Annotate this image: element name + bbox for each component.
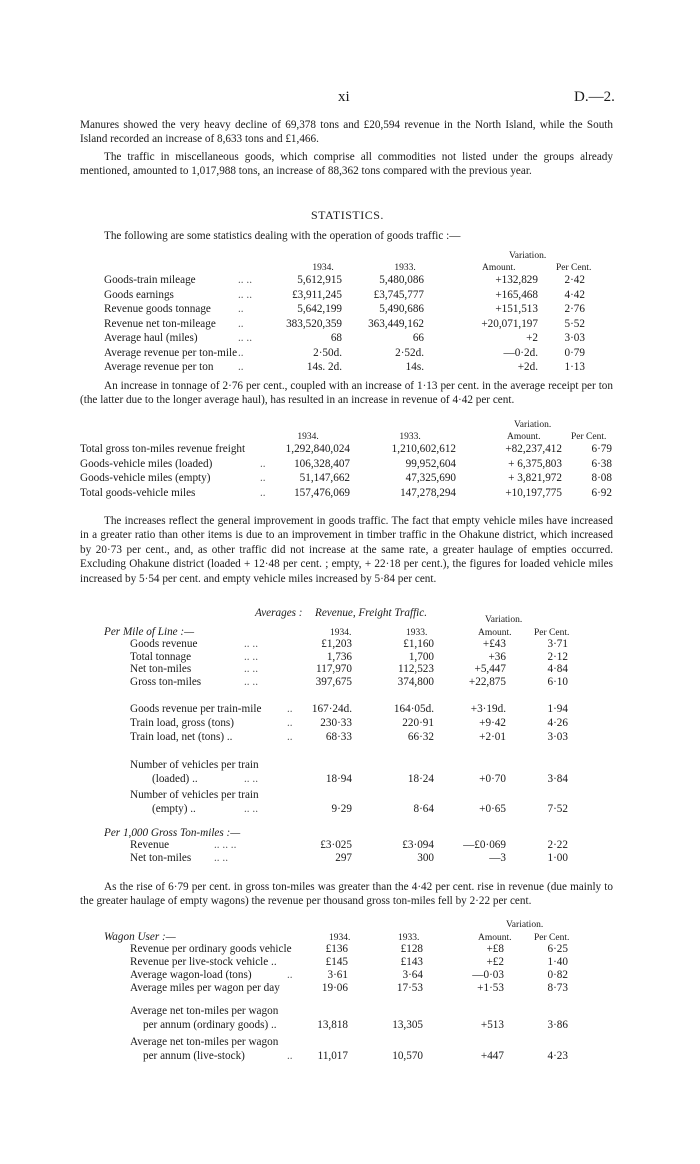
variation-percent: 2·22 bbox=[547, 839, 568, 851]
value-1934: 117,970 bbox=[316, 663, 352, 675]
variation-percent: 4·84 bbox=[547, 663, 568, 675]
per-1000-heading: Per 1,000 Gross Ton-miles :— bbox=[104, 827, 241, 839]
variation-percent: 8·73 bbox=[547, 982, 568, 994]
document-code: D.—2. bbox=[574, 89, 615, 105]
value-1933: 300 bbox=[417, 851, 434, 864]
value-1933: 14s. bbox=[405, 361, 424, 373]
value-1934: 106,328,407 bbox=[294, 457, 350, 470]
value-1933: £143 bbox=[400, 956, 423, 968]
variation-header: Variation. bbox=[485, 615, 523, 625]
leader-dots: .. .. bbox=[244, 638, 258, 650]
value-1934: 297 bbox=[335, 851, 352, 864]
variation-amount: +1·53 bbox=[477, 982, 504, 994]
variation-amount: +0·65 bbox=[479, 803, 506, 815]
net-livestock-line2: per annum (live-stock) bbox=[143, 1050, 245, 1062]
vehicles-loaded-line1: Number of vehicles per train bbox=[130, 759, 259, 771]
row-label: Net ton-miles bbox=[130, 851, 192, 864]
value-1934: 5,612,915 bbox=[297, 274, 342, 286]
variation-amount: +3·19d. bbox=[470, 703, 506, 715]
net-livestock-line1: Average net ton-miles per wagon bbox=[130, 1036, 279, 1048]
row-label: Average miles per wagon per day bbox=[130, 982, 280, 994]
variation-amount: + 6,375,803 bbox=[508, 457, 562, 470]
value-1933: 47,325,690 bbox=[405, 472, 456, 484]
tonnage-paragraph: An increase in tonnage of 2·76 per cent., coupled with an increase of 1·13 per cent. in the average receipt per ton (the latter due to the longer average haul), has resulted in an increase in revenue of 4·42 per cent. bbox=[80, 380, 613, 407]
percent-header: Per Cent. bbox=[534, 933, 570, 943]
variation-percent: 4·26 bbox=[547, 717, 568, 729]
variation-header: Variation. bbox=[514, 420, 552, 430]
variation-percent: 6·38 bbox=[591, 457, 612, 470]
variation-percent: 6·25 bbox=[547, 943, 568, 955]
value-1933: £3·094 bbox=[402, 839, 434, 851]
leader-dots: .. bbox=[287, 1050, 293, 1062]
variation-percent: 3·71 bbox=[547, 638, 568, 650]
row-label: Revenue per ordinary goods vehicle bbox=[130, 943, 292, 955]
per-mile-heading: Per Mile of Line :— bbox=[104, 626, 195, 638]
variation-amount: +5,447 bbox=[474, 663, 506, 675]
variation-amount: +£2 bbox=[486, 956, 504, 968]
value-1933: 2·52d. bbox=[395, 346, 424, 359]
year-1933-header: 1933. bbox=[399, 432, 421, 442]
value-1934: 157,476,069 bbox=[294, 486, 350, 499]
row-label: Average revenue per ton-mile bbox=[104, 346, 238, 359]
percent-header: Per Cent. bbox=[556, 263, 592, 273]
leader-dots: .. .. bbox=[244, 675, 258, 688]
value-1934: 1,736 bbox=[326, 650, 352, 663]
value-1934: £1,203 bbox=[321, 638, 352, 650]
variation-amount: —£0·069 bbox=[463, 839, 506, 851]
variation-percent: 3·03 bbox=[564, 332, 585, 344]
value-1933: 13,305 bbox=[392, 1019, 423, 1031]
value-1933: 10,570 bbox=[392, 1050, 423, 1062]
leader-dots: .. bbox=[260, 486, 266, 499]
row-label: Total gross ton-miles revenue freight bbox=[80, 443, 246, 455]
year-1934-header: 1934. bbox=[312, 263, 334, 273]
value-1934: 9·29 bbox=[331, 803, 352, 815]
leader-dots: .. .. bbox=[244, 663, 258, 675]
row-label: Average wagon-load (tons) bbox=[130, 969, 252, 981]
statistics-heading: STATISTICS. bbox=[311, 208, 384, 222]
leader-dots: .. .. bbox=[244, 650, 258, 663]
variation-amount: + 3,821,972 bbox=[508, 472, 562, 484]
leader-dots: .. bbox=[238, 361, 244, 373]
value-1934: £3·025 bbox=[320, 839, 352, 851]
variation-percent: 1·00 bbox=[547, 851, 568, 864]
variation-percent: 1·40 bbox=[547, 956, 568, 968]
row-label: Goods-train mileage bbox=[104, 274, 196, 286]
amount-header: Amount. bbox=[478, 933, 512, 943]
variation-amount: —3 bbox=[489, 851, 506, 864]
year-1934-header: 1934. bbox=[297, 432, 319, 442]
value-1933: 164·05d. bbox=[393, 703, 434, 715]
leader-dots: .. .. bbox=[244, 773, 258, 785]
row-label: Train load, gross (tons) bbox=[130, 717, 235, 729]
year-1933-header: 1933. bbox=[394, 263, 416, 273]
value-1934: 397,675 bbox=[315, 675, 352, 688]
value-1933: 66·32 bbox=[407, 731, 434, 743]
net-ordinary-line2: per annum (ordinary goods) .. bbox=[143, 1019, 277, 1031]
value-1934: 68 bbox=[330, 332, 342, 344]
variation-amount: +447 bbox=[480, 1050, 504, 1062]
variation-percent: 0·82 bbox=[547, 969, 568, 981]
value-1933: 8·64 bbox=[413, 803, 434, 815]
variation-amount: —0·2d. bbox=[503, 346, 538, 359]
variation-amount: +0·70 bbox=[479, 773, 506, 785]
manures-paragraph: Manures showed the very heavy decline of 69,378 tons and £20,594 revenue in the North Island, while the South Island recorded an increase of 8,633 tons and £1,466. bbox=[80, 119, 613, 146]
row-label: Average revenue per ton bbox=[104, 361, 214, 373]
variation-amount: +20,071,197 bbox=[481, 317, 538, 330]
leader-dots: .. bbox=[287, 717, 293, 729]
value-1933: 66 bbox=[412, 332, 424, 344]
variation-amount: +2·01 bbox=[479, 731, 506, 743]
value-1933: 17·53 bbox=[396, 982, 423, 994]
row-label: Gross ton-miles bbox=[130, 675, 202, 688]
value-1933: 374,800 bbox=[397, 675, 434, 688]
variation-percent: 6·92 bbox=[591, 486, 612, 499]
variation-amount: +2d. bbox=[517, 361, 538, 373]
variation-amount: +£8 bbox=[486, 943, 504, 955]
revenue-freight-heading: Revenue, Freight Traffic. bbox=[315, 607, 428, 619]
percent-header: Per Cent. bbox=[571, 432, 607, 442]
value-1933: £1,160 bbox=[403, 638, 434, 650]
variation-percent: 0·79 bbox=[564, 346, 585, 359]
gross-ton-miles-paragraph: As the rise of 6·79 per cent. in gross ton-miles was greater than the 4·42 per cent. rise in revenue (due mainly to the greater haulage of empty wagons) the revenue per thousand gross ton-miles fell by 2·22 per cent. bbox=[80, 881, 613, 908]
value-1933: 112,523 bbox=[398, 663, 434, 675]
value-1933: 147,278,294 bbox=[400, 486, 456, 499]
row-label: Goods revenue bbox=[130, 638, 198, 650]
variation-amount: +2 bbox=[526, 332, 538, 344]
amount-header: Amount. bbox=[507, 432, 541, 442]
variation-amount: +36 bbox=[488, 650, 506, 663]
variation-percent: 4·42 bbox=[564, 288, 585, 301]
leader-dots: .. .. bbox=[238, 274, 252, 286]
variation-header: Variation. bbox=[509, 251, 547, 261]
variation-percent: 4·23 bbox=[547, 1050, 568, 1062]
value-1934: 19·06 bbox=[321, 982, 348, 994]
amount-header: Amount. bbox=[482, 263, 516, 273]
year-1934-header: 1934. bbox=[330, 628, 352, 638]
amount-header: Amount. bbox=[478, 628, 512, 638]
value-1933: £128 bbox=[400, 943, 423, 955]
variation-amount: +132,829 bbox=[495, 274, 538, 286]
row-label: Goods-vehicle miles (loaded) bbox=[80, 457, 213, 470]
value-1934: 1,292,840,024 bbox=[285, 443, 350, 455]
variation-amount: +10,197,775 bbox=[505, 486, 562, 499]
variation-percent: 1·13 bbox=[564, 361, 585, 373]
variation-percent: 3·86 bbox=[547, 1019, 568, 1031]
leader-dots: .. bbox=[238, 346, 244, 359]
vehicles-empty-line1: Number of vehicles per train bbox=[130, 789, 259, 801]
value-1933: 5,480,086 bbox=[379, 274, 424, 286]
variation-percent: 5·52 bbox=[564, 317, 585, 330]
leader-dots: .. .. bbox=[238, 288, 252, 301]
value-1933: 1,700 bbox=[408, 650, 434, 663]
variation-percent: 2·12 bbox=[547, 650, 568, 663]
leader-dots: .. .. bbox=[238, 332, 252, 344]
row-label: Total tonnage bbox=[130, 650, 192, 663]
page-number: xi bbox=[338, 89, 350, 105]
leader-dots: .. bbox=[238, 317, 244, 330]
value-1934: 5,642,199 bbox=[297, 303, 342, 315]
row-label: Revenue per live-stock vehicle .. bbox=[130, 956, 277, 968]
variation-percent: 6·10 bbox=[547, 675, 568, 688]
variation-amount: +151,513 bbox=[495, 303, 538, 315]
value-1934: 11,017 bbox=[317, 1050, 348, 1062]
value-1933: 363,449,162 bbox=[368, 317, 424, 330]
variation-amount: +82,237,412 bbox=[505, 443, 562, 455]
variation-amount: +22,875 bbox=[468, 675, 506, 688]
value-1933: 5,490,686 bbox=[379, 303, 424, 315]
leader-dots: .. .. bbox=[214, 851, 228, 864]
value-1934: £3,911,245 bbox=[292, 288, 342, 301]
variation-percent: 2·42 bbox=[564, 274, 585, 286]
variation-header: Variation. bbox=[506, 920, 544, 930]
leader-dots: .. bbox=[238, 303, 244, 315]
value-1933: 220·91 bbox=[402, 717, 434, 729]
value-1934: 51,147,662 bbox=[299, 472, 350, 484]
value-1934: 167·24d. bbox=[311, 703, 352, 715]
value-1934: £136 bbox=[325, 943, 348, 955]
value-1933: 3·64 bbox=[402, 969, 423, 981]
value-1934: 13,818 bbox=[317, 1019, 348, 1031]
row-label: Goods-vehicle miles (empty) bbox=[80, 472, 211, 484]
net-ordinary-line1: Average net ton-miles per wagon bbox=[130, 1005, 279, 1017]
row-label: Average haul (miles) bbox=[104, 332, 198, 344]
variation-percent: 1·94 bbox=[547, 703, 568, 715]
miscellaneous-paragraph: The traffic in miscellaneous goods, which comprise all commodities not listed under the groups already mentioned, amounted to 1,017,988 tons, an increase of 88,362 tons compared with the previous year. bbox=[80, 151, 613, 178]
variation-percent: 7·52 bbox=[547, 803, 568, 815]
value-1934: 68·33 bbox=[325, 731, 352, 743]
row-label: Revenue goods tonnage bbox=[104, 303, 211, 315]
variation-percent: 3·03 bbox=[547, 731, 568, 743]
variation-amount: +165,468 bbox=[495, 288, 538, 301]
statistics-intro: The following are some statistics dealing with the operation of goods traffic :— bbox=[104, 230, 461, 242]
value-1934: 2·50d. bbox=[313, 346, 342, 359]
row-label: Net ton-miles bbox=[130, 663, 192, 675]
variation-amount: —0·03 bbox=[472, 969, 504, 981]
percent-header: Per Cent. bbox=[534, 628, 570, 638]
year-1933-header: 1933. bbox=[398, 933, 420, 943]
value-1933: 1,210,602,612 bbox=[391, 443, 456, 455]
row-label: Goods earnings bbox=[104, 288, 174, 301]
value-1934: £145 bbox=[325, 956, 348, 968]
row-label: Revenue net ton-mileage bbox=[104, 317, 216, 330]
leader-dots: .. .. bbox=[244, 803, 258, 815]
year-1933-header: 1933. bbox=[406, 628, 428, 638]
leader-dots: .. bbox=[287, 731, 293, 743]
variation-amount: +9·42 bbox=[479, 717, 506, 729]
value-1934: 383,520,359 bbox=[286, 317, 342, 330]
variation-percent: 3·84 bbox=[547, 773, 568, 785]
wagon-user-heading: Wagon User :— bbox=[104, 931, 176, 943]
variation-amount: +513 bbox=[480, 1019, 504, 1031]
value-1934: 3·61 bbox=[327, 969, 348, 981]
vehicles-loaded-line2: (loaded) .. bbox=[152, 773, 198, 785]
value-1933: 99,952,604 bbox=[405, 457, 456, 470]
row-label: Revenue bbox=[130, 839, 170, 851]
year-1934-header: 1934. bbox=[329, 933, 351, 943]
vehicles-empty-line2: (empty) .. bbox=[152, 803, 196, 815]
increases-paragraph: The increases reflect the general improvement in goods traffic. The fact that empty vehicle miles have increased in a greater ratio than other items is due to an improvement in timber traffic in the Ohakune district, which increased by 20·73 per cent., and, as other traffic did not increase at the same rate, a greater haulage of empties occurred. Excluding Ohakune district (loaded + 12·48 per cent. ; empty, + 22·18 per cent.), the figures for loaded vehicle miles increased by 5·54 per cent. and empty vehicle miles increased by 5·84 per cent. bbox=[80, 515, 613, 585]
row-label: Train load, net (tons) .. bbox=[130, 731, 233, 743]
value-1933: £3,745,777 bbox=[373, 288, 424, 301]
variation-percent: 8·08 bbox=[591, 472, 612, 484]
variation-amount: +£43 bbox=[482, 638, 506, 650]
leader-dots: .. bbox=[260, 472, 266, 484]
row-label: Total goods-vehicle miles bbox=[80, 486, 196, 499]
value-1933: 18·24 bbox=[407, 773, 434, 785]
variation-percent: 2·76 bbox=[564, 303, 585, 315]
leader-dots: .. bbox=[287, 703, 293, 715]
leader-dots: .. bbox=[260, 457, 266, 470]
leader-dots: .. bbox=[287, 969, 293, 981]
value-1934: 230·33 bbox=[320, 717, 352, 729]
value-1934: 18·94 bbox=[325, 773, 352, 785]
averages-heading: Averages : bbox=[255, 607, 303, 619]
leader-dots: .. .. .. bbox=[214, 839, 237, 851]
variation-percent: 6·79 bbox=[591, 443, 612, 455]
value-1934: 14s. 2d. bbox=[306, 361, 342, 373]
row-label: Goods revenue per train-mile bbox=[130, 703, 262, 715]
